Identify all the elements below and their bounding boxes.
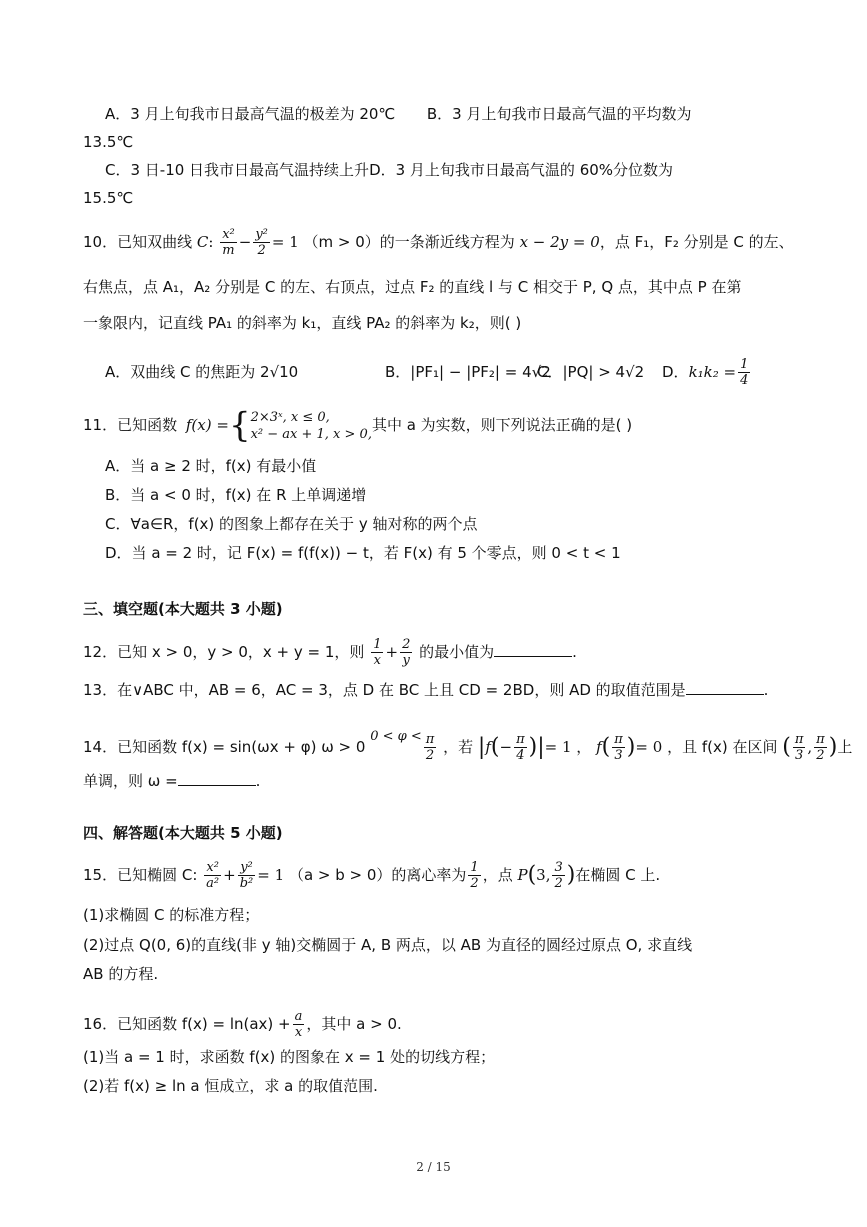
- q9-option-a-b-row: [105, 103, 807, 125]
- q9-option-d: D．3 月上旬我市日最高气温的 60%分位数为: [369, 161, 674, 179]
- section-3-title: 三、填空题(本大题共 3 小题): [83, 600, 283, 618]
- q14-line2: 单调，则 ω = .: [83, 772, 261, 790]
- q12: 12．已知 x > 0，y > 0，x + y = 1，则 $\frac{1}{x}$ + $\frac{2}{y}$ 的最小值为 .: [83, 637, 577, 668]
- q15-part2a: (2)过点 Q(0, 6)的直线(非 y 轴)交椭圆于 A, B 两点，以 AB 为直径的圆经过原点 O, 求直线: [83, 936, 693, 954]
- q13: 13．在∨ABC 中，AB = 6，AC = 3，点 D 在 BC 上且 CD = 2BD，则 AD 的取值范围是 .: [83, 681, 769, 699]
- q12-answer-blank[interactable]: [494, 641, 572, 657]
- q10-line2: 右焦点，点 A₁，A₂ 分别是 C 的左、右顶点，过点 F₂ 的直线 l 与 C 相交于 P, Q 点，其中点 P 在第: [83, 278, 742, 296]
- q10-options: [105, 352, 807, 392]
- piecewise-cases: 2×3ˣ, x ≤ 0, x² − ax + 1, x > 0,: [250, 409, 372, 442]
- q9-option-d-cont: 15.5℃: [83, 189, 134, 207]
- q10-stem: 10．已知双曲线 C: $\frac{\text{x²}}{m}$ − $\frac{\text{y²}}{2}$ = 1 （m > 0）的一条渐近线方程为 x − 2y = 0，点 F₁，F₂ 分别是 C 的左、: [83, 227, 794, 258]
- q16-part2: (2)若 f(x) ≥ ln a 恒成立，求 a 的取值范围.: [83, 1077, 378, 1095]
- q10-line3: 一象限内，记直线 PA₁ 的斜率为 k₁，直线 PA₂ 的斜率为 k₂，则( ): [83, 314, 522, 332]
- q14-answer-blank[interactable]: [178, 770, 256, 786]
- q11-option-c: C．∀a∈R，f(x) 的图象上都存在关于 y 轴对称的两个点: [105, 515, 478, 533]
- q15-part2b: AB 的方程.: [83, 965, 159, 983]
- q9-option-a: A．3 月上旬我市日最高气温的极差为 20℃: [105, 105, 396, 123]
- q14-line1: 14．已知函数 f(x) = sin(ωx + φ) ω > 0 0 < φ < $\frac{\pi}{2}$ ，若 |f(− $\frac{\pi}{4}$ )|= 1 ， f( $\frac{\pi}{3}$ )= 0 ，且 f(x) 在区间 ( $\frac{\pi}{3}$ , $\frac{\pi}{2}$ )上: [83, 729, 853, 763]
- q16-part1: (1)当 a = 1 时，求函数 f(x) 的图象在 x = 1 处的切线方程；: [83, 1048, 496, 1066]
- q9-option-b-cont: 13.5℃: [83, 133, 134, 151]
- q13-answer-blank[interactable]: [686, 679, 764, 695]
- q15-part1: (1)求椭圆 C 的标准方程；: [83, 906, 260, 924]
- hyperbola-x-term: $\frac{\text{x²}}{m}$: [222, 227, 235, 258]
- q10-option-c: C．|PQ| > 4√2: [537, 363, 645, 381]
- q10-option-a: A．双曲线 C 的焦距为 2√10: [105, 363, 299, 381]
- section-4-title: 四、解答题(本大题共 5 小题): [83, 824, 283, 842]
- page-number: 2 / 15: [416, 1160, 451, 1174]
- q9-option-c: C．3 日-10 日我市日最高气温持续上升: [105, 161, 370, 179]
- q15-stem: 15．已知椭圆 C: $\frac{\text{x²}}{\text{a²}}$ + $\frac{\text{y²}}{\text{b²}}$ = 1 （a > b > 0）的离心率为 $\frac{1}{2}$ ，点 P(3, $\frac{3}{2}$ )在椭圆 C 上.: [83, 860, 661, 891]
- q10-option-b: B．|PF₁| − |PF₂| = 4√2: [385, 363, 551, 381]
- q11-option-a: A．当 a ≥ 2 时，f(x) 有最小值: [105, 457, 317, 475]
- q11-stem: 11．已知函数 f(x) ={ 2×3ˣ, x ≤ 0, x² − ax + 1, x > 0, 其中 a 为实数，则下列说法正确的是( ): [83, 405, 633, 446]
- q10-option-d: D．k₁k₂ = $\frac{1}{4}$: [662, 357, 749, 388]
- q16-stem: 16．已知函数 f(x) = ln(ax) + $\frac{a}{x}$ ，其中 a > 0.: [83, 1009, 402, 1040]
- hyperbola-y-term: $\frac{\text{y²}}{2}$: [255, 227, 268, 258]
- q11-option-d: D．当 a = 2 时，记 F(x) = f(f(x)) − t，若 F(x) 有 5 个零点，则 0 < t < 1: [105, 544, 621, 562]
- q9-option-c-d-row: [105, 159, 807, 181]
- q9-option-b: B．3 月上旬我市日最高气温的平均数为: [426, 105, 692, 123]
- q11-option-b: B．当 a < 0 时，f(x) 在 R 上单调递增: [105, 486, 367, 504]
